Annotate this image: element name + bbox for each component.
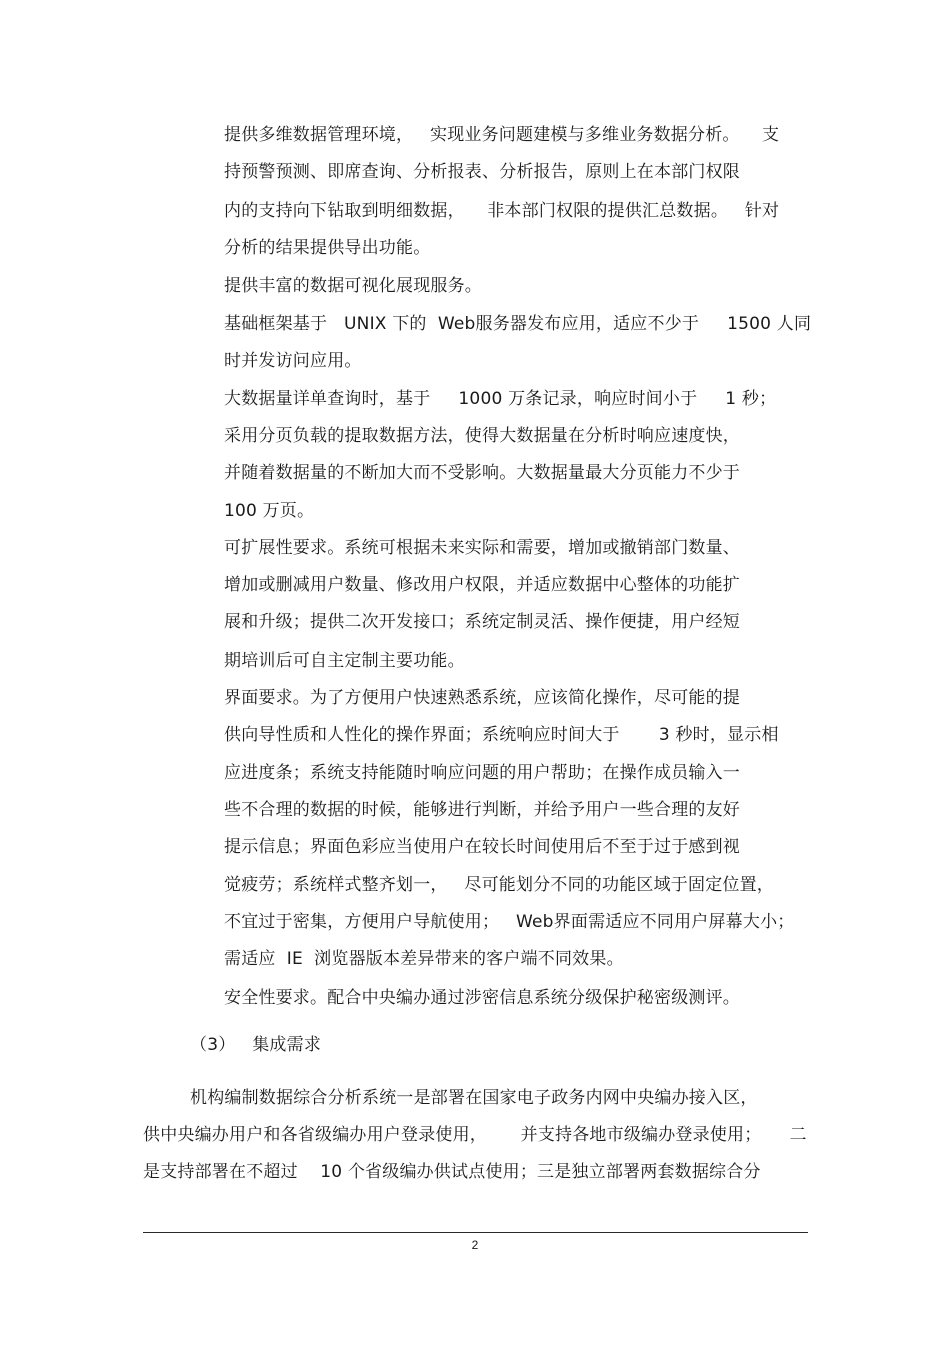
text-line: 可扩展性要求。系统可根据未来实际和需要，增加或撤销部门数量、 xyxy=(224,538,740,558)
text-line: 基础框架基于 UNIX 下的 Web服务器发布应用，适应不少于 1500 人同 xyxy=(224,314,812,334)
text-line: 增加或删减用户数量、修改用户权限，并适应数据中心整体的功能扩 xyxy=(224,575,740,595)
text-line: 机构编制数据综合分析系统一是部署在国家电子政务内网中央编办接入区， xyxy=(190,1088,758,1108)
text-line: 供向导性质和人性化的操作界面；系统响应时间大于 3 秒时，显示相 xyxy=(224,725,779,745)
text-line: 并随着数据量的不断加大而不受影响。大数据量最大分页能力不少于 xyxy=(224,463,740,483)
text-line: 安全性要求。配合中央编办通过涉密信息系统分级保护秘密级测评。 xyxy=(224,988,740,1008)
text-line: 提供多维数据管理环境， 实现业务问题建模与多维业务数据分析。 支 xyxy=(224,125,780,145)
text-line: 供中央编办用户和各省级编办用户登录使用， 并支持各地市级编办登录使用； 二 xyxy=(143,1125,807,1145)
text-line: 采用分页负载的提取数据方法，使得大数据量在分析时响应速度快， xyxy=(224,426,740,446)
text-line: 需适应 IE 浏览器版本差异带来的客户端不同效果。 xyxy=(224,949,624,969)
text-line: 大数据量详单查询时，基于 1000 万条记录，响应时间小于 1 秒； xyxy=(224,389,777,409)
text-line: 分析的结果提供导出功能。 xyxy=(224,238,431,258)
footer-divider xyxy=(143,1232,808,1233)
text-line: 时并发访问应用。 xyxy=(224,351,362,371)
text-line: 持预警预测、即席查询、分析报表、分析报告，原则上在本部门权限 xyxy=(224,162,740,182)
text-line: 是支持部署在不超过 10 个省级编办供试点使用；三是独立部署两套数据综合分 xyxy=(143,1162,761,1182)
text-line: 期培训后可自主定制主要功能。 xyxy=(224,651,465,671)
text-line: 提供丰富的数据可视化展现服务。 xyxy=(224,276,482,296)
text-line: 展和升级；提供二次开发接口；系统定制灵活、操作便捷，用户经短 xyxy=(224,612,740,632)
text-line: 应进度条；系统支持能随时响应问题的用户帮助；在操作成员输入一 xyxy=(224,763,740,783)
text-line: 100 万页。 xyxy=(224,501,315,521)
text-line: 界面要求。为了方便用户快速熟悉系统，应该简化操作，尽可能的提 xyxy=(224,688,740,708)
section-heading: （3） 集成需求 xyxy=(190,1035,322,1055)
text-line: 些不合理的数据的时候，能够进行判断，并给予用户一些合理的友好 xyxy=(224,800,740,820)
page-number: 2 xyxy=(471,1238,479,1252)
text-line: 内的支持向下钻取到明细数据， 非本部门权限的提供汇总数据。 针对 xyxy=(224,201,780,221)
text-line: 觉疲劳；系统样式整齐划一， 尽可能划分不同的功能区域于固定位置， xyxy=(224,875,775,895)
text-line: 提示信息；界面色彩应当使用户在较长时间使用后不至于过于感到视 xyxy=(224,837,740,857)
text-line: 不宜过于密集，方便用户导航使用； Web界面需适应不同用户屏幕大小； xyxy=(224,912,795,932)
